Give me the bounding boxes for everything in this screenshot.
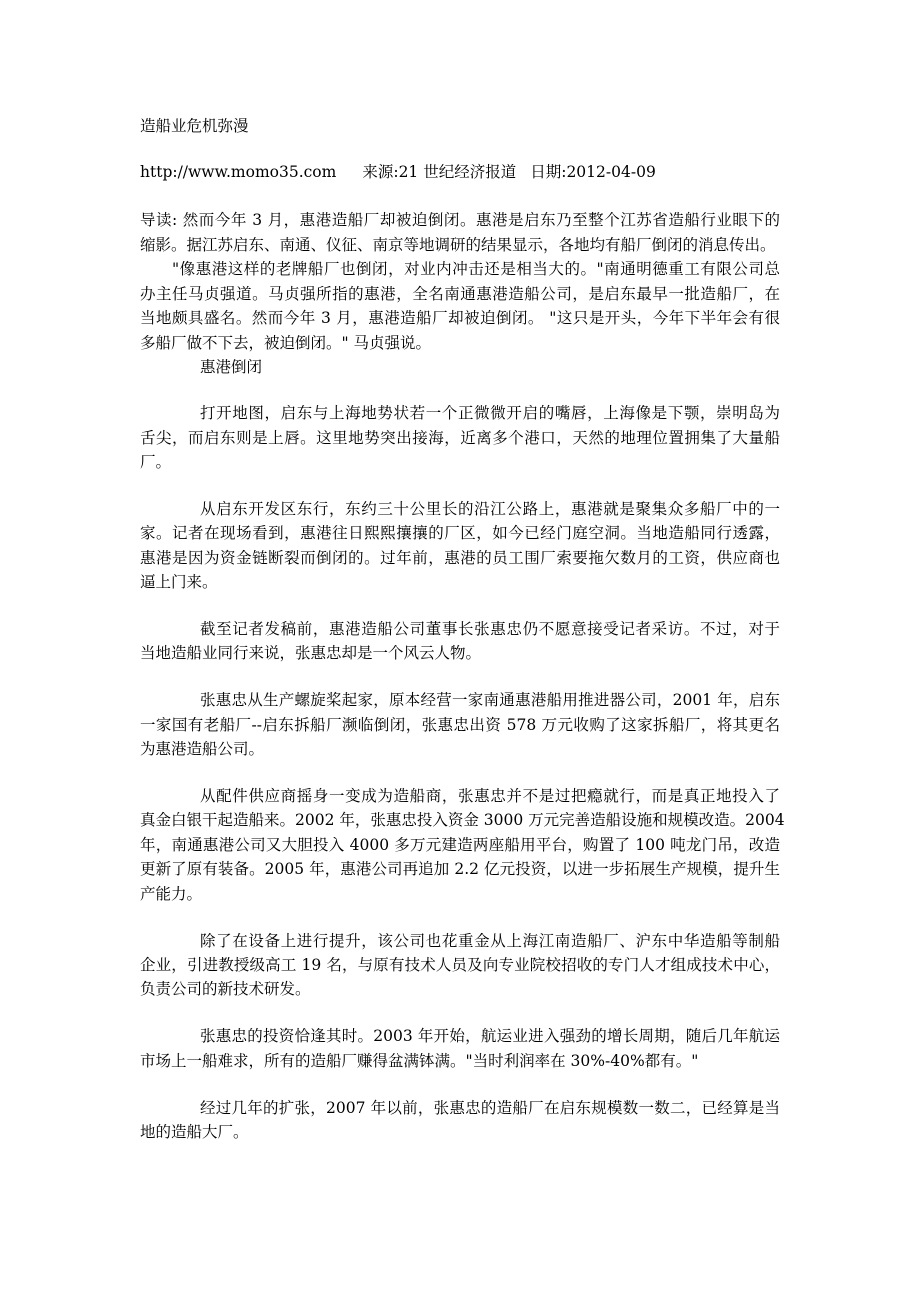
paragraph-line: 家。记者在现场看到，惠港往日熙熙攘攘的厂区，如今已经门庭空洞。当地造船同行透露， xyxy=(140,524,780,542)
paragraph-line: 从配件供应商摇身一变成为造船商，张惠忠并不是过把瘾就行，而是真正地投入了 xyxy=(200,787,780,805)
article-meta xyxy=(140,160,656,184)
paragraph-line: 当地颇具盛名。然而今年 3 月，惠港造船厂却被迫倒闭。 "这只是开头，今年下半年会有很 xyxy=(140,309,780,327)
paragraph-line: 年，南通惠港公司又大胆投入 4000 多万元建造两座船用平台，购置了 100 吨龙门吊，改造 xyxy=(140,836,780,854)
paragraph-line: 截至记者发稿前，惠港造船公司董事长张惠忠仍不愿意接受记者采访。不过，对于 xyxy=(200,620,780,638)
paragraph-line: 从启东开发区东行，东约三十公里长的沿江公路上，惠港就是聚集众多船厂中的一 xyxy=(200,500,780,518)
paragraph-line: 更新了原有装备。2005 年，惠港公司再追加 2.2 亿元投资，以进一步拓展生产规模，提升生 xyxy=(140,860,780,878)
paragraph-line: 打开地图，启东与上海地势状若一个正微微开启的嘴唇，上海像是下颚，崇明岛为 xyxy=(200,404,780,422)
paragraph-line: 厂。 xyxy=(140,453,172,471)
paragraph-line: 市场上一船难求，所有的造船厂赚得盆满钵满。"当时利润率在 30%-40%都有。" xyxy=(140,1052,699,1070)
paragraph-line: 张惠忠的投资恰逢其时。2003 年开始，航运业进入强劲的增长周期，随后几年航运 xyxy=(200,1027,780,1045)
paragraph-line: 为惠港造船公司。 xyxy=(140,740,265,758)
paragraph-line: 负责公司的新技术研发。 xyxy=(140,980,311,998)
paragraph-line: 当地造船业同行来说，张惠忠却是一个风云人物。 xyxy=(140,644,482,662)
source-url: http://www.momo35.com xyxy=(140,163,337,181)
paragraph-line: 逼上门来。 xyxy=(140,573,218,591)
paragraph-line: "像惠港这样的老牌船厂也倒闭，对业内冲击还是相当大的。"南通明德重工有限公司总 xyxy=(172,260,780,278)
paragraph-line: 除了在设备上进行提升，该公司也花重金从上海江南造船厂、沪东中华造船等制船 xyxy=(200,932,780,950)
paragraph-line: 办主任马贞强道。马贞强所指的惠港，全名南通惠港造船公司，是启东最早一批造船厂，在 xyxy=(140,285,780,303)
publish-date: 日期:2012-04-09 xyxy=(530,163,656,181)
article-title: 造船业危机弥漫 xyxy=(140,117,249,135)
paragraph-line: 产能力。 xyxy=(140,885,203,903)
source-name: 来源:21 世纪经济报道 xyxy=(362,163,517,181)
paragraph-line: 真金白银干起造船来。2002 年，张惠忠投入资金 3000 万元完善造船设施和规模改造。2004 xyxy=(140,811,785,829)
paragraph-line: 地的造船大厂。 xyxy=(140,1123,249,1141)
paragraph-line: 企业，引进教授级高工 19 名，与原有技术人员及向专业院校招收的专门人才组成技术中心， xyxy=(140,956,780,974)
paragraph-line: 惠港是因为资金链断裂而倒闭的。过年前，惠港的员工围厂索要拖欠数月的工资，供应商也 xyxy=(140,549,780,567)
paragraph-line: 舌尖，而启东则是上唇。这里地势突出接海，近离多个港口，天然的地理位置拥集了大量船 xyxy=(140,429,780,447)
paragraph-line: 张惠忠从生产螺旋桨起家，原本经营一家南通惠港船用推进器公司，2001 年，启东 xyxy=(200,691,780,709)
paragraph-line: 多船厂做不下去，被迫倒闭。" 马贞强说。 xyxy=(140,334,432,352)
paragraph-line: 缩影。据江苏启东、南通、仪征、南京等地调研的结果显示，各地均有船厂倒闭的消息传出。 xyxy=(140,236,776,254)
paragraph-line: 经过几年的扩张，2007 年以前，张惠忠的造船厂在启东规模数一数二，已经算是当 xyxy=(200,1099,780,1117)
paragraph-line: 导读: 然而今年 3 月，惠港造船厂却被迫倒闭。惠港是启东乃至整个江苏省造船行业眼下的 xyxy=(140,211,780,229)
section-heading: 惠港倒闭 xyxy=(200,358,263,376)
paragraph-line: 一家国有老船厂--启东拆船厂濒临倒闭，张惠忠出资 578 万元收购了这家拆船厂，将其更名 xyxy=(140,716,780,734)
